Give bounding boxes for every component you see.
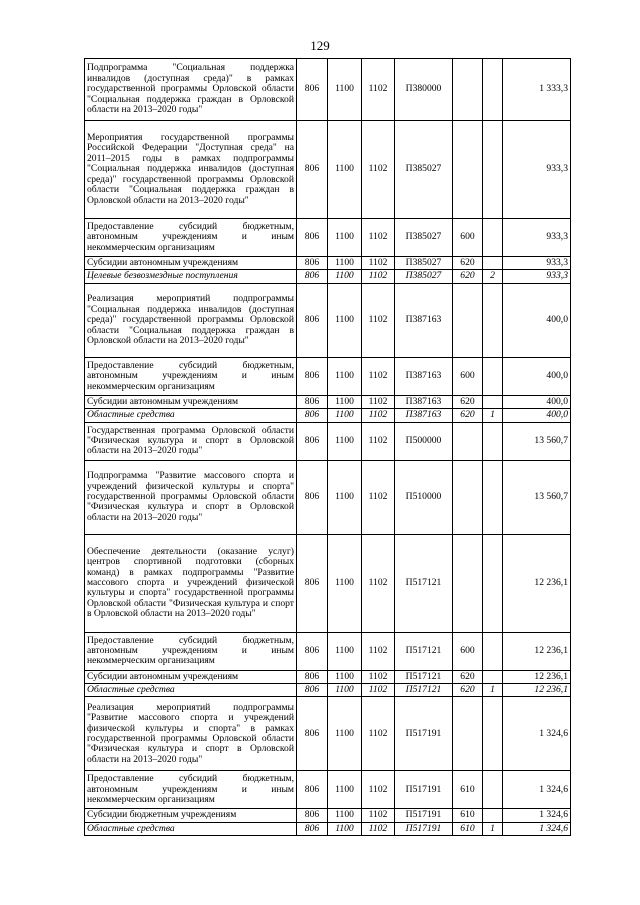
cell-grbs-code: 806 bbox=[297, 822, 328, 835]
cell-amount: 1 324,6 bbox=[503, 697, 571, 771]
cell-amount: 933,3 bbox=[503, 270, 571, 283]
cell-section-code: 1100 bbox=[328, 409, 362, 422]
cell-target-article: П517121 bbox=[395, 632, 453, 670]
cell-section-code: 1100 bbox=[328, 270, 362, 283]
cell-funding-source bbox=[483, 809, 503, 822]
cell-subsection-code: 1102 bbox=[362, 283, 395, 357]
cell-expense-type: 610 bbox=[453, 809, 483, 822]
cell-name: Государственная программа Орловской области "Физическая культура и спорт в Орловской области на 2013–2020 годы" bbox=[85, 422, 297, 460]
cell-name: Субсидии автономным учреждениям bbox=[85, 257, 297, 270]
cell-grbs-code: 806 bbox=[297, 632, 328, 670]
table-row bbox=[85, 771, 571, 809]
cell-expense-type bbox=[453, 460, 483, 534]
cell-grbs-code: 806 bbox=[297, 270, 328, 283]
cell-name: Субсидии автономным учреждениям bbox=[85, 670, 297, 683]
table-row bbox=[85, 409, 571, 422]
cell-subsection-code: 1102 bbox=[362, 270, 395, 283]
cell-name: Предоставление субсидий бюджетным, автономным учреждениям и иным некоммерческим организациям bbox=[85, 632, 297, 670]
cell-expense-type: 610 bbox=[453, 822, 483, 835]
cell-amount: 1 324,6 bbox=[503, 822, 571, 835]
cell-target-article: П385027 bbox=[395, 219, 453, 257]
cell-grbs-code: 806 bbox=[297, 771, 328, 809]
cell-amount: 933,3 bbox=[503, 219, 571, 257]
table-row bbox=[85, 822, 571, 835]
cell-grbs-code: 806 bbox=[297, 283, 328, 357]
cell-amount: 12 236,1 bbox=[503, 684, 571, 697]
cell-subsection-code: 1102 bbox=[362, 809, 395, 822]
cell-amount: 933,3 bbox=[503, 257, 571, 270]
cell-subsection-code: 1102 bbox=[362, 257, 395, 270]
cell-section-code: 1100 bbox=[328, 283, 362, 357]
cell-amount: 933,3 bbox=[503, 121, 571, 219]
cell-subsection-code: 1102 bbox=[362, 697, 395, 771]
cell-amount: 1 333,3 bbox=[503, 59, 571, 121]
cell-section-code: 1100 bbox=[328, 460, 362, 534]
cell-expense-type: 610 bbox=[453, 771, 483, 809]
cell-amount: 1 324,6 bbox=[503, 771, 571, 809]
cell-expense-type: 620 bbox=[453, 257, 483, 270]
cell-name: Обеспечение деятельности (оказание услуг) центров спортивной подготовки (сборных команд) в рамках подпрограммы "Развитие массового спорта и учреждений физической культуры и спорта" государственной программы Орловской области "Физическая культура и спорт в Орловской области на 2013–2020 годы" bbox=[85, 534, 297, 632]
cell-funding-source bbox=[483, 283, 503, 357]
cell-expense-type: 620 bbox=[453, 270, 483, 283]
table-row bbox=[85, 697, 571, 771]
cell-amount: 13 560,7 bbox=[503, 422, 571, 460]
cell-target-article: П380000 bbox=[395, 59, 453, 121]
cell-subsection-code: 1102 bbox=[362, 395, 395, 408]
cell-grbs-code: 806 bbox=[297, 684, 328, 697]
cell-funding-source: 1 bbox=[483, 409, 503, 422]
cell-expense-type: 620 bbox=[453, 670, 483, 683]
cell-name: Реализация мероприятий подпрограммы "Социальная поддержка инвалидов (доступная среда)" государственной программы Орловской области "Социальная поддержка граждан в Орловской области на 2013–2020 годы" bbox=[85, 283, 297, 357]
cell-target-article: П517121 bbox=[395, 670, 453, 683]
table-row bbox=[85, 257, 571, 270]
cell-target-article: П387163 bbox=[395, 357, 453, 395]
cell-amount: 400,0 bbox=[503, 395, 571, 408]
cell-subsection-code: 1102 bbox=[362, 670, 395, 683]
cell-name: Областные средства bbox=[85, 684, 297, 697]
table-row bbox=[85, 283, 571, 357]
cell-funding-source bbox=[483, 460, 503, 534]
cell-section-code: 1100 bbox=[328, 670, 362, 683]
cell-expense-type: 600 bbox=[453, 357, 483, 395]
cell-grbs-code: 806 bbox=[297, 422, 328, 460]
cell-expense-type bbox=[453, 534, 483, 632]
table-row bbox=[85, 670, 571, 683]
table-row bbox=[85, 121, 571, 219]
cell-subsection-code: 1102 bbox=[362, 357, 395, 395]
cell-funding-source: 1 bbox=[483, 822, 503, 835]
cell-target-article: П517191 bbox=[395, 771, 453, 809]
cell-grbs-code: 806 bbox=[297, 357, 328, 395]
cell-funding-source bbox=[483, 422, 503, 460]
cell-expense-type: 600 bbox=[453, 219, 483, 257]
cell-target-article: П517191 bbox=[395, 809, 453, 822]
cell-funding-source bbox=[483, 395, 503, 408]
cell-section-code: 1100 bbox=[328, 697, 362, 771]
cell-grbs-code: 806 bbox=[297, 697, 328, 771]
cell-section-code: 1100 bbox=[328, 59, 362, 121]
cell-funding-source bbox=[483, 534, 503, 632]
cell-funding-source bbox=[483, 219, 503, 257]
cell-subsection-code: 1102 bbox=[362, 121, 395, 219]
cell-funding-source bbox=[483, 632, 503, 670]
cell-name: Предоставление субсидий бюджетным, автономным учреждениям и иным некоммерческим организациям bbox=[85, 771, 297, 809]
cell-section-code: 1100 bbox=[328, 822, 362, 835]
cell-expense-type bbox=[453, 121, 483, 219]
cell-subsection-code: 1102 bbox=[362, 632, 395, 670]
cell-section-code: 1100 bbox=[328, 219, 362, 257]
cell-grbs-code: 806 bbox=[297, 121, 328, 219]
cell-name: Областные средства bbox=[85, 822, 297, 835]
cell-section-code: 1100 bbox=[328, 357, 362, 395]
cell-section-code: 1100 bbox=[328, 809, 362, 822]
table-row bbox=[85, 395, 571, 408]
cell-name: Предоставление субсидий бюджетным, автономным учреждениям и иным некоммерческим организациям bbox=[85, 357, 297, 395]
table-row bbox=[85, 59, 571, 121]
cell-name: Субсидии автономным учреждениям bbox=[85, 395, 297, 408]
cell-target-article: П387163 bbox=[395, 283, 453, 357]
cell-expense-type bbox=[453, 59, 483, 121]
cell-target-article: П517121 bbox=[395, 534, 453, 632]
cell-funding-source bbox=[483, 357, 503, 395]
cell-target-article: П385027 bbox=[395, 270, 453, 283]
cell-section-code: 1100 bbox=[328, 771, 362, 809]
cell-amount: 400,0 bbox=[503, 357, 571, 395]
table-row bbox=[85, 632, 571, 670]
cell-funding-source bbox=[483, 121, 503, 219]
table-row bbox=[85, 270, 571, 283]
cell-name: Предоставление субсидий бюджетным, автономным учреждениям и иным некоммерческим организациям bbox=[85, 219, 297, 257]
page-number: 129 bbox=[310, 38, 330, 53]
cell-grbs-code: 806 bbox=[297, 460, 328, 534]
table-row bbox=[85, 809, 571, 822]
cell-section-code: 1100 bbox=[328, 422, 362, 460]
cell-subsection-code: 1102 bbox=[362, 409, 395, 422]
cell-expense-type: 620 bbox=[453, 409, 483, 422]
cell-grbs-code: 806 bbox=[297, 534, 328, 632]
table-row bbox=[85, 534, 571, 632]
cell-subsection-code: 1102 bbox=[362, 771, 395, 809]
cell-target-article: П500000 bbox=[395, 422, 453, 460]
cell-amount: 1 324,6 bbox=[503, 809, 571, 822]
cell-target-article: П517191 bbox=[395, 697, 453, 771]
cell-target-article: П385027 bbox=[395, 257, 453, 270]
cell-funding-source bbox=[483, 771, 503, 809]
cell-subsection-code: 1102 bbox=[362, 422, 395, 460]
cell-subsection-code: 1102 bbox=[362, 59, 395, 121]
cell-section-code: 1100 bbox=[328, 395, 362, 408]
cell-target-article: П387163 bbox=[395, 409, 453, 422]
table-row bbox=[85, 460, 571, 534]
cell-target-article: П387163 bbox=[395, 395, 453, 408]
cell-expense-type bbox=[453, 283, 483, 357]
cell-grbs-code: 806 bbox=[297, 809, 328, 822]
cell-expense-type bbox=[453, 422, 483, 460]
cell-funding-source bbox=[483, 257, 503, 270]
cell-section-code: 1100 bbox=[328, 632, 362, 670]
table-row bbox=[85, 357, 571, 395]
cell-amount: 12 236,1 bbox=[503, 534, 571, 632]
cell-amount: 400,0 bbox=[503, 409, 571, 422]
cell-amount: 400,0 bbox=[503, 283, 571, 357]
cell-grbs-code: 806 bbox=[297, 670, 328, 683]
cell-name: Подпрограмма "Социальная поддержка инвалидов (доступная среда)" в рамках государственной программы Орловской области "Социальная поддержка граждан в Орловской области на 2013–2020 годы" bbox=[85, 59, 297, 121]
cell-subsection-code: 1102 bbox=[362, 219, 395, 257]
cell-amount: 12 236,1 bbox=[503, 632, 571, 670]
cell-target-article: П510000 bbox=[395, 460, 453, 534]
cell-funding-source bbox=[483, 59, 503, 121]
cell-name: Целевые безвозмездные поступления bbox=[85, 270, 297, 283]
table-row bbox=[85, 219, 571, 257]
cell-name: Подпрограмма "Развитие массового спорта и учреждений физической культуры и спорта" государственной программы Орловской области "Физическая культура и спорт в Орловской области на 2013–2020 годы" bbox=[85, 460, 297, 534]
cell-grbs-code: 806 bbox=[297, 395, 328, 408]
cell-section-code: 1100 bbox=[328, 257, 362, 270]
cell-name: Мероприятия государственной программы Российской Федерации "Доступная среда" на 2011–2015 годы в рамках подпрограммы "Социальная поддержка инвалидов (доступная среда)" государственной программы Орловской области "Социальная поддержка граждан в Орловской области на 2013–2020 годы" bbox=[85, 121, 297, 219]
cell-subsection-code: 1102 bbox=[362, 822, 395, 835]
cell-name: Реализация мероприятий подпрограммы "Развитие массового спорта и учреждений физической культуры и спорта" в рамках государственной программы Орловской области "Физическая культура и спорт в Орловской области на 2013–2020 годы" bbox=[85, 697, 297, 771]
cell-subsection-code: 1102 bbox=[362, 684, 395, 697]
cell-subsection-code: 1102 bbox=[362, 460, 395, 534]
cell-amount: 12 236,1 bbox=[503, 670, 571, 683]
cell-expense-type: 620 bbox=[453, 684, 483, 697]
cell-target-article: П385027 bbox=[395, 121, 453, 219]
cell-funding-source bbox=[483, 697, 503, 771]
cell-section-code: 1100 bbox=[328, 121, 362, 219]
cell-expense-type: 620 bbox=[453, 395, 483, 408]
budget-table bbox=[84, 58, 571, 836]
cell-funding-source: 2 bbox=[483, 270, 503, 283]
cell-funding-source bbox=[483, 670, 503, 683]
cell-name: Субсидии бюджетным учреждениям bbox=[85, 809, 297, 822]
cell-grbs-code: 806 bbox=[297, 257, 328, 270]
cell-expense-type bbox=[453, 697, 483, 771]
cell-grbs-code: 806 bbox=[297, 59, 328, 121]
cell-funding-source: 1 bbox=[483, 684, 503, 697]
table-row bbox=[85, 684, 571, 697]
cell-grbs-code: 806 bbox=[297, 219, 328, 257]
cell-grbs-code: 806 bbox=[297, 409, 328, 422]
cell-subsection-code: 1102 bbox=[362, 534, 395, 632]
cell-expense-type: 600 bbox=[453, 632, 483, 670]
cell-amount: 13 560,7 bbox=[503, 460, 571, 534]
cell-target-article: П517121 bbox=[395, 684, 453, 697]
cell-section-code: 1100 bbox=[328, 534, 362, 632]
cell-section-code: 1100 bbox=[328, 684, 362, 697]
table-body bbox=[85, 59, 571, 836]
table-row bbox=[85, 422, 571, 460]
cell-name: Областные средства bbox=[85, 409, 297, 422]
cell-target-article: П517191 bbox=[395, 822, 453, 835]
